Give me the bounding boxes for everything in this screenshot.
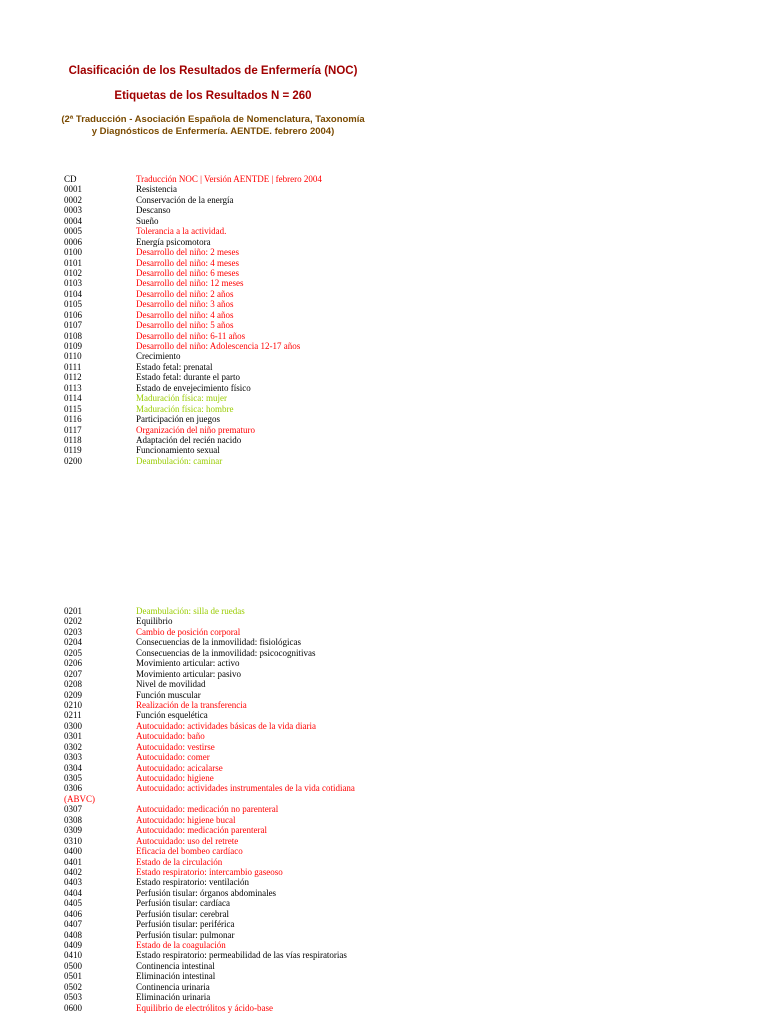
outcome-label: Equilibrio de electrólitos y ácido-base <box>136 1002 273 1013</box>
outcome-code: 0205 <box>64 647 82 658</box>
outcome-label: Adaptación del recién nacido <box>136 434 242 445</box>
outcome-label: Desarrollo del niño: Adolescencia 12-17 años <box>136 341 301 351</box>
outcome-code: 0119 <box>64 445 82 456</box>
outcome-label: Estado de envejecimiento físico <box>136 382 251 393</box>
outcome-code: 0209 <box>64 689 82 700</box>
outcome-label: Estado fetal: durante el parto <box>136 372 240 383</box>
outcome-code: 0200 <box>64 455 82 466</box>
outcome-label: Cambio de posición corporal <box>136 626 241 637</box>
outcome-label: Autocuidado: vestirse <box>136 741 215 752</box>
outcome-code: 0106 <box>64 309 82 320</box>
outcome-label: Funcionamiento sexual <box>136 445 220 456</box>
outcome-label: Función muscular <box>136 689 201 700</box>
outcome-code: 0114 <box>64 393 82 404</box>
outcome-label: Autocuidado: comer <box>136 752 210 763</box>
outcome-code: 0206 <box>64 658 82 669</box>
outcome-label: Perfusión tisular: cerebral <box>136 908 229 919</box>
outcome-label: Nivel de movilidad <box>136 679 206 690</box>
outcome-code: 0403 <box>64 877 82 888</box>
outcome-code: 0111 <box>64 361 82 372</box>
outcome-code: 0408 <box>64 929 82 940</box>
outcome-code: 0304 <box>64 762 82 773</box>
outcome-label: Maduración física: hombre <box>136 403 234 414</box>
outcome-label: Función esquelética <box>136 710 208 721</box>
outcome-label: Eliminación urinaria <box>136 992 211 1003</box>
outcome-code: 0201 <box>64 606 82 616</box>
outcome-label: Desarrollo del niño: 2 años <box>136 288 234 299</box>
outcome-label: Movimiento articular: pasivo <box>136 668 241 679</box>
outcome-label: Sueño <box>136 215 159 226</box>
outcome-label: Traducción NOC | Versión AENTDE | febrero 2004 <box>136 174 322 184</box>
outcome-code: CD <box>64 174 77 184</box>
outcome-label: Descanso <box>136 205 171 216</box>
outcome-code: 0116 <box>64 414 82 425</box>
outcome-code: 0110 <box>64 351 82 362</box>
outcome-code: 0407 <box>64 919 82 930</box>
outcome-code: 0103 <box>64 278 82 289</box>
outcome-code: 0002 <box>64 194 82 205</box>
outcome-code: 0307 <box>64 804 82 815</box>
outcome-label: Crecimiento <box>136 351 181 362</box>
outcome-label: Realización de la transferencia <box>136 699 247 710</box>
outcome-code: 0306 <box>64 783 82 794</box>
outcome-code: 0003 <box>64 205 82 216</box>
outcome-code: 0410 <box>64 950 82 961</box>
outcome-code: 0500 <box>64 960 82 971</box>
outcome-label: Deambulación: silla de ruedas <box>136 606 245 616</box>
outcome-label: Tolerancia a la actividad. <box>136 226 227 237</box>
outcome-code: 0117 <box>64 424 82 435</box>
outcome-label: Desarrollo del niño: 12 meses <box>136 278 244 289</box>
outcome-label: Estado respiratorio: ventilación <box>136 877 249 888</box>
outcome-code: 0207 <box>64 668 82 679</box>
outcome-code: 0401 <box>64 856 82 867</box>
outcome-label: Continencia intestinal <box>136 960 215 971</box>
document-title: Clasificación de los Resultados de Enfermería (NOC) <box>68 65 358 77</box>
outcome-label: Equilibrio <box>136 616 173 627</box>
outcome-label: Estado de la coagulación <box>136 940 226 950</box>
outcome-code: 0104 <box>64 288 82 299</box>
outcome-label: Desarrollo del niño: 2 meses <box>136 247 239 258</box>
outcome-label: Continencia urinaria <box>136 981 210 992</box>
outcome-code: 0400 <box>64 846 82 857</box>
outcome-code: 0105 <box>64 299 82 310</box>
outcome-label: Autocuidado: medicación no parenteral <box>136 804 279 815</box>
outcome-code: 0118 <box>64 434 82 445</box>
outcome-code: 0113 <box>64 382 82 393</box>
translation-note <box>0 114 426 137</box>
outcome-code: 0300 <box>64 720 82 731</box>
outcome-code: 0203 <box>64 626 82 637</box>
outcome-code: (ABVC) <box>64 793 95 804</box>
outcome-code: 0501 <box>64 971 82 982</box>
outcome-label: Perfusión tisular: cardíaca <box>136 898 230 909</box>
outcome-code: 0101 <box>64 257 82 268</box>
outcome-code: 0112 <box>64 372 82 383</box>
outcome-label: Energía psicomotora <box>136 236 211 247</box>
outcome-code: 0402 <box>64 866 82 877</box>
outcome-label: Consecuencias de la inmovilidad: psicocognitivas <box>136 647 316 658</box>
translation-note-line-2: y Diagnósticos de Enfermería. AENTDE. febrero 2004) <box>91 125 335 137</box>
outcome-label: Resistencia <box>136 184 177 195</box>
outcome-code: 0600 <box>64 1002 82 1013</box>
outcome-label: Eficacia del bombeo cardíaco <box>136 846 243 857</box>
outcome-label: Perfusión tisular: pulmonar <box>136 929 235 940</box>
outcome-code: 0503 <box>64 992 82 1003</box>
outcome-code: 0305 <box>64 773 82 783</box>
outcome-label: Autocuidado: higiene <box>136 773 214 783</box>
outcome-code: 0107 <box>64 320 82 331</box>
outcome-label: Desarrollo del niño: 3 años <box>136 299 234 310</box>
outcome-code: 0308 <box>64 814 82 825</box>
outcome-code: 0004 <box>64 215 82 226</box>
outcome-label: Autocuidado: actividades básicas de la vida diaria <box>136 720 316 731</box>
outcome-label: Estado de la circulación <box>136 856 223 867</box>
outcome-label: Autocuidado: uso del retrete <box>136 835 239 846</box>
outcome-code: 0302 <box>64 741 82 752</box>
outcome-code: 0406 <box>64 908 82 919</box>
outcome-label: Organización del niño prematuro <box>136 424 256 435</box>
outcome-label: Desarrollo del niño: 6-11 años <box>136 330 246 341</box>
outcome-code: 0409 <box>64 940 82 950</box>
outcome-code: 0310 <box>64 835 82 846</box>
outcome-label: Desarrollo del niño: 4 meses <box>136 257 239 268</box>
outcome-label: Perfusión tisular: órganos abdominales <box>136 887 277 898</box>
outcome-label: Estado respiratorio: intercambio gaseoso <box>136 866 283 877</box>
outcome-label: Estado fetal: prenatal <box>136 361 213 372</box>
outcome-label: Consecuencias de la inmovilidad: fisiológicas <box>136 637 301 648</box>
outcome-label: Perfusión tisular: periférica <box>136 919 235 930</box>
outcome-code: 0301 <box>64 731 82 742</box>
outcome-code: 0109 <box>64 341 82 351</box>
outcome-label: Autocuidado: higiene bucal <box>136 814 236 825</box>
outcome-code: 0202 <box>64 616 82 627</box>
outcome-code: 0502 <box>64 981 82 992</box>
outcome-code: 0404 <box>64 887 82 898</box>
outcome-label: Movimiento articular: activo <box>136 658 240 669</box>
outcome-label: Estado respiratorio: permeabilidad de las vías respiratorias <box>136 950 347 961</box>
outcome-code: 0006 <box>64 236 82 247</box>
outcome-label: Desarrollo del niño: 6 meses <box>136 267 239 278</box>
outcome-code: 0405 <box>64 898 82 909</box>
outcome-code: 0001 <box>64 184 82 195</box>
outcome-label: Autocuidado: medicación parenteral <box>136 825 267 836</box>
outcome-label: Autocuidado: baño <box>136 731 205 742</box>
outcome-code: 0108 <box>64 330 82 341</box>
outcome-code: 0204 <box>64 637 82 648</box>
outcome-code: 0211 <box>64 710 82 721</box>
outcome-label: Autocuidado: actividades instrumentales de la vida cotidiana <box>136 783 355 794</box>
outcome-label: Conservación de la energía <box>136 194 234 205</box>
outcome-label: Deambulación: caminar <box>136 455 223 466</box>
outcome-code: 0102 <box>64 267 82 278</box>
outcome-code: 0309 <box>64 825 82 836</box>
outcome-code: 0303 <box>64 752 82 763</box>
outcome-code: 0100 <box>64 247 82 258</box>
outcome-label: Desarrollo del niño: 4 años <box>136 309 234 320</box>
outcome-label: Autocuidado: acicalarse <box>136 762 223 773</box>
outcome-code: 0005 <box>64 226 82 237</box>
outcome-code: 0208 <box>64 679 82 690</box>
document-subtitle: Etiquetas de los Resultados N = 260 <box>114 90 312 102</box>
outcome-code: 0115 <box>64 403 82 414</box>
outcome-label: Eliminación intestinal <box>136 971 216 982</box>
outcome-code: 0210 <box>64 699 82 710</box>
outcome-label: Desarrollo del niño: 5 años <box>136 320 234 331</box>
outcome-label: Maduración física: mujer <box>136 393 227 404</box>
translation-note-line-1: (2ª Traducción - Asociación Española de Nomenclatura, Taxonomía <box>61 114 365 125</box>
outcome-label: Participación en juegos <box>136 414 220 425</box>
